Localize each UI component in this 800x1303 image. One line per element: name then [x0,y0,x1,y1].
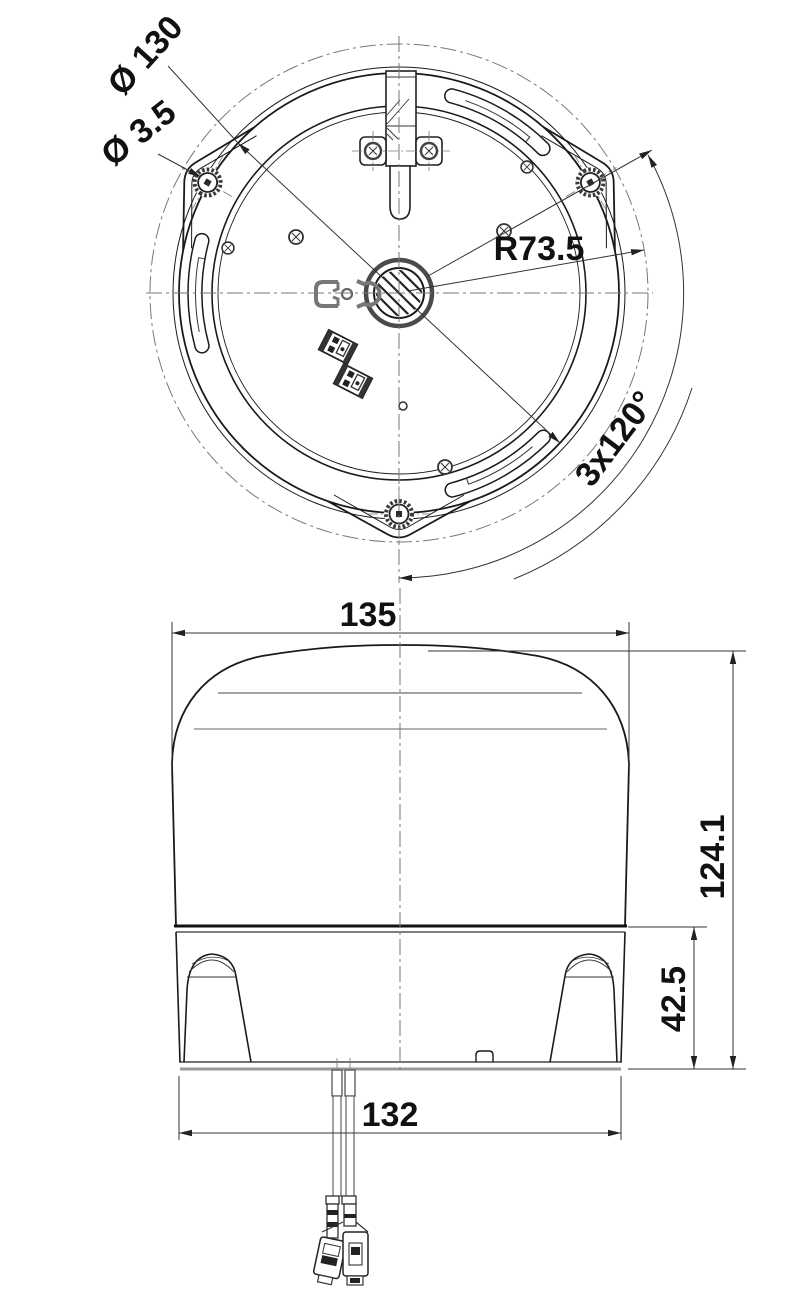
dim-label-width-bottom: 132 [361,1096,419,1134]
dimension-mount-radius [408,230,644,291]
dimension-width-bottom [179,1076,621,1140]
cable-connector [312,1196,368,1286]
cable-wires [332,1058,355,1205]
connector-pin-hole [342,289,352,299]
dim-label-hole-pattern-angle: 3x120° [567,384,664,494]
dimension-height-base [628,927,707,1069]
small-hole [399,402,407,410]
dimension-outer-diameter [100,9,560,443]
top-view-drawing [94,9,692,583]
dim-label-width-top: 135 [339,596,397,634]
spade-connector-female [316,282,338,306]
dim-label-height-base: 42.5 [655,965,693,1033]
base-ear-right [550,954,617,1062]
dimension-height-total [428,651,746,1069]
dim-label-mount-radius: R73.5 [493,230,585,268]
base-bottom-tab [476,1051,493,1062]
dim-label-hole-diameter: Ø 3.5 [94,92,184,174]
dimension-hole-diameter [94,93,201,177]
front-view-drawing [172,588,746,1286]
dim-label-height-total: 124.1 [694,814,732,900]
mount-bracket [352,71,450,219]
dim-label-outer-diameter: Ø 130 [100,8,191,103]
bracket-tube [390,166,410,219]
base-ear-left [184,954,251,1062]
center-hub [360,250,435,330]
